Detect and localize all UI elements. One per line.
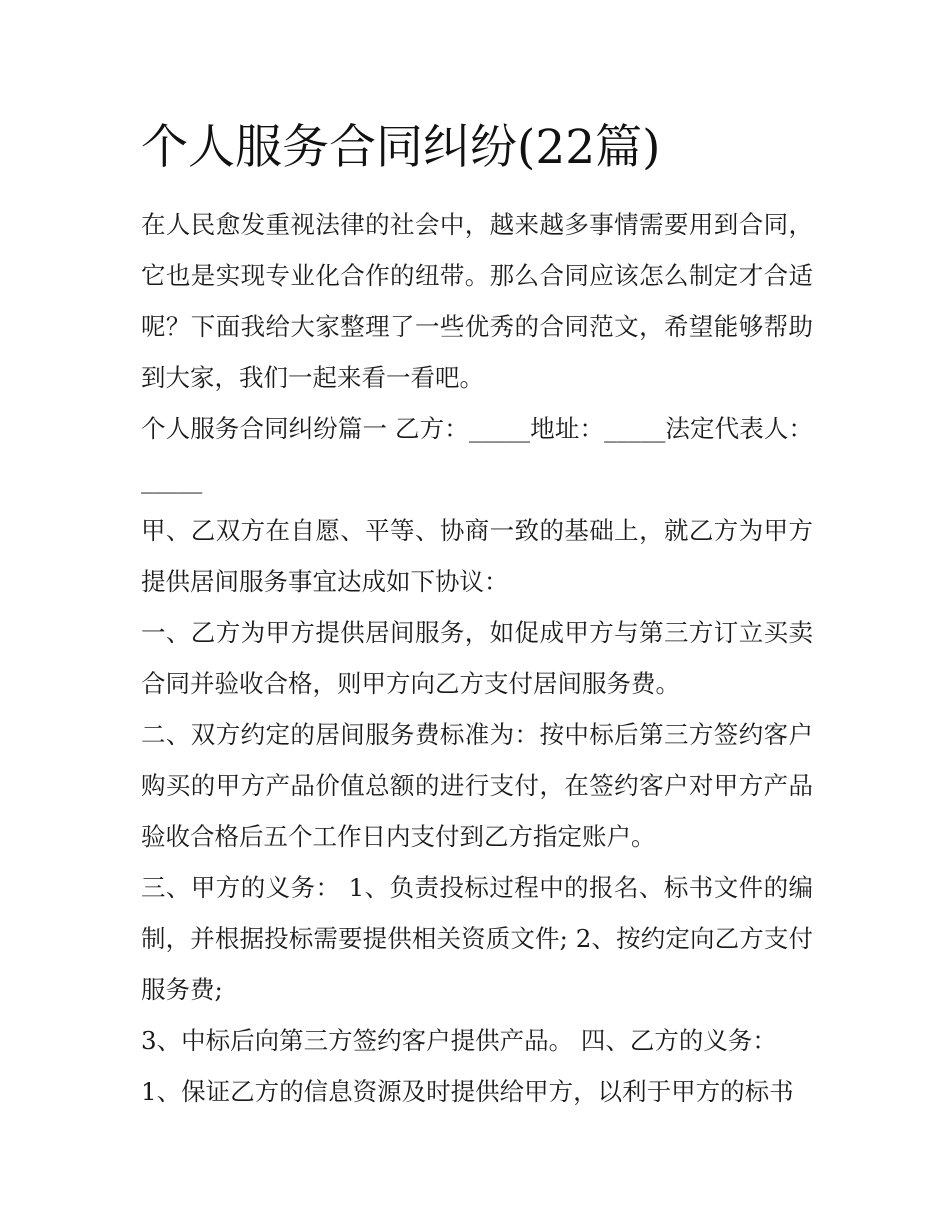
paragraph-intro: 在人民愈发重视法律的社会中，越来越多事情需要用到合同，它也是实现专业化合作的纽带。那么合同应该怎么制定才合适呢？下面我给大家整理了一些优秀的合同范文，希望能够帮助到大家，我们一起来看一看吧。 — [141, 210, 813, 392]
paragraph-clause-4-item-1: 1、保证乙方的信息资源及时提供给甲方，以利于甲方的标书 — [141, 1077, 794, 1106]
paragraph-clause-2: 二、双方约定的居间服务费标准为：按中标后第三方签约客户购买的甲方产品价值总额的进行支付，在签约客户对甲方产品验收合格后五个工作日内支付到乙方指定账户。 — [141, 720, 813, 851]
paragraph-parties: 个人服务合同纠纷篇一 乙方：_____地址：_____法定代表人：_____ — [141, 414, 813, 494]
paragraph-preamble: 甲、乙双方在自愿、平等、协商一致的基础上，就乙方为甲方提供居间服务事宜达成如下协议： — [141, 516, 813, 596]
document-body — [141, 199, 813, 1117]
paragraph-clause-3: 三、甲方的义务： 1、负责投标过程中的报名、标书文件的编制，并根据投标需要提供相关资质文件; 2、按约定向乙方支付服务费; — [141, 873, 813, 1004]
paragraph-clause-1: 一、乙方为甲方提供居间服务，如促成甲方与第三方订立买卖合同并验收合格，则甲方向乙方支付居间服务费。 — [141, 618, 813, 698]
paragraph-clause-3-cont: 3、中标后向第三方签约客户提供产品。 四、乙方的义务： — [141, 1026, 777, 1055]
document-title: 个人服务合同纠纷(22篇) — [141, 120, 661, 175]
